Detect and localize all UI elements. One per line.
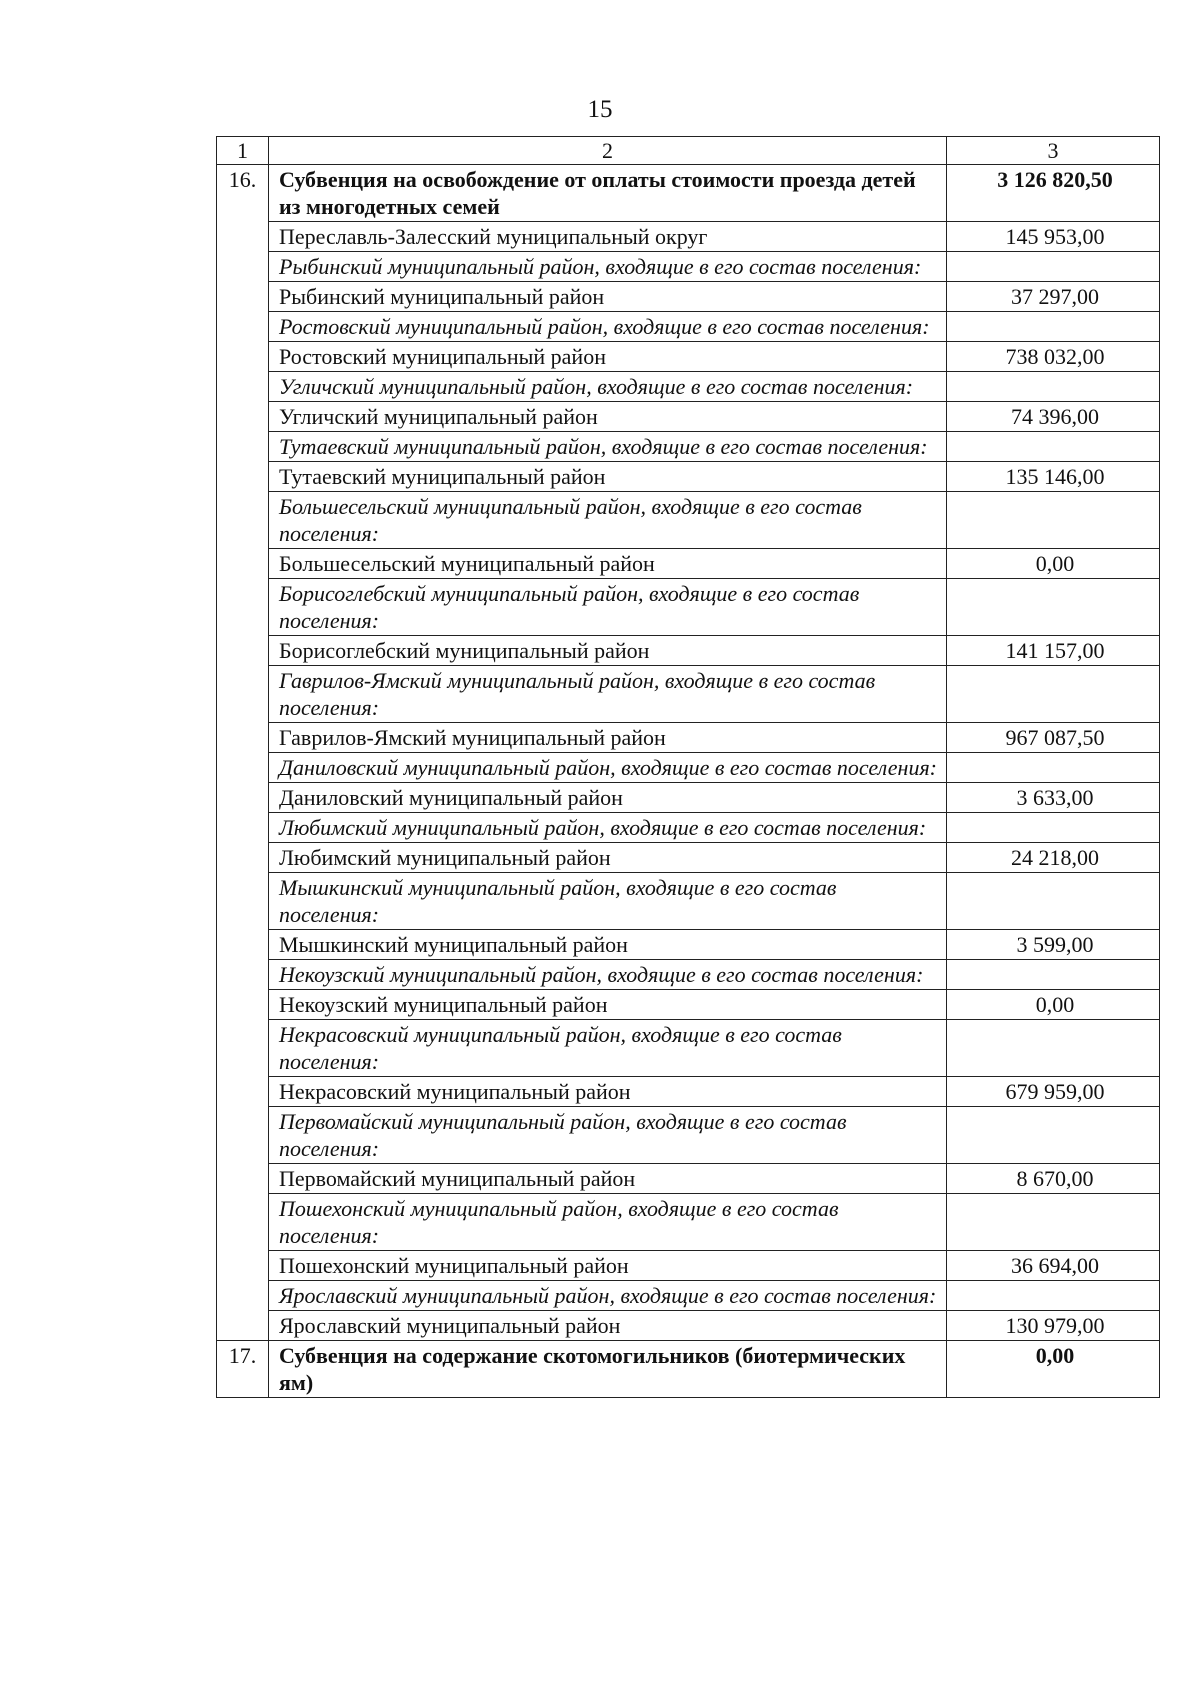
district-amount: 36 694,00 [947,1251,1160,1281]
district-row [217,843,1160,873]
district-row [217,1311,1160,1341]
district-group-row [217,252,1160,282]
district-amount [947,1194,1160,1251]
district-name: Угличский муниципальный район [269,402,947,432]
section-title-row [217,1341,1160,1398]
row-number-cell [217,930,269,960]
district-name: Мышкинский муниципальный район [269,930,947,960]
district-amount [947,579,1160,636]
district-group-row [217,873,1160,930]
district-name: Борисоглебский муниципальный район [269,636,947,666]
district-name: Ростовский муниципальный район [269,342,947,372]
district-row [217,990,1160,1020]
district-name: Большесельский муниципальный район [269,549,947,579]
district-group-row [217,960,1160,990]
district-name: Любимский муниципальный район, входящие в его состав поселения: [269,813,947,843]
district-amount [947,960,1160,990]
district-amount: 967 087,50 [947,723,1160,753]
district-name: Даниловский муниципальный район, входящие в его состав поселения: [269,753,947,783]
district-amount: 0,00 [947,549,1160,579]
district-group-row [217,813,1160,843]
subvention-table [216,136,1160,1398]
district-row [217,1077,1160,1107]
district-group-row [217,372,1160,402]
row-number-cell [217,783,269,813]
district-amount [947,1107,1160,1164]
section-total: 0,00 [947,1341,1160,1398]
district-amount [947,1281,1160,1311]
row-number-cell [217,432,269,462]
district-row [217,636,1160,666]
section-total: 3 126 820,50 [947,165,1160,222]
district-name: Некоузский муниципальный район [269,990,947,1020]
district-row [217,783,1160,813]
district-name: Первомайский муниципальный район [269,1164,947,1194]
district-name: Рыбинский муниципальный район, входящие в его состав поселения: [269,252,947,282]
district-row [217,462,1160,492]
district-group-row [217,753,1160,783]
row-number-cell [217,960,269,990]
district-amount [947,492,1160,549]
district-amount: 74 396,00 [947,402,1160,432]
district-name: Ярославский муниципальный район [269,1311,947,1341]
district-amount [947,432,1160,462]
district-amount [947,813,1160,843]
row-number-cell [217,1020,269,1077]
district-name: Гаврилов-Ямский муниципальный район, входящие в его состав поселения: [269,666,947,723]
district-name: Ростовский муниципальный район, входящие в его состав поселения: [269,312,947,342]
section-title-row [217,165,1160,222]
district-row [217,549,1160,579]
row-number-cell [217,666,269,723]
row-number-cell [217,312,269,342]
district-amount: 0,00 [947,990,1160,1020]
district-amount: 3 633,00 [947,783,1160,813]
row-number-cell [217,372,269,402]
section-number: 16. [217,165,269,222]
district-amount: 3 599,00 [947,930,1160,960]
district-row [217,222,1160,252]
district-name: Первомайский муниципальный район, входящие в его состав поселения: [269,1107,947,1164]
row-number-cell [217,1281,269,1311]
header-col-2: 2 [269,137,947,165]
district-amount: 145 953,00 [947,222,1160,252]
district-amount: 141 157,00 [947,636,1160,666]
district-name: Большесельский муниципальный район, входящие в его состав поселения: [269,492,947,549]
header-col-3: 3 [947,137,1160,165]
district-row [217,342,1160,372]
row-number-cell [217,492,269,549]
district-group-row [217,666,1160,723]
district-name: Даниловский муниципальный район [269,783,947,813]
district-row [217,930,1160,960]
district-amount: 130 979,00 [947,1311,1160,1341]
district-name: Ярославский муниципальный район, входящие в его состав поселения: [269,1281,947,1311]
section-title: Субвенция на освобождение от оплаты стоимости проезда детей из многодетных семей [269,165,947,222]
district-amount [947,372,1160,402]
district-amount: 37 297,00 [947,282,1160,312]
row-number-cell [217,1311,269,1341]
district-group-row [217,312,1160,342]
district-name: Любимский муниципальный район [269,843,947,873]
row-number-cell [217,1077,269,1107]
district-name: Некоузский муниципальный район, входящие в его состав поселения: [269,960,947,990]
district-name: Борисоглебский муниципальный район, входящие в его состав поселения: [269,579,947,636]
district-row [217,1164,1160,1194]
district-name: Рыбинский муниципальный район [269,282,947,312]
district-name: Тутаевский муниципальный район [269,462,947,492]
row-number-cell [217,1164,269,1194]
district-amount [947,312,1160,342]
district-row [217,282,1160,312]
district-group-row [217,1107,1160,1164]
district-amount: 679 959,00 [947,1077,1160,1107]
district-row [217,402,1160,432]
row-number-cell [217,843,269,873]
district-amount: 8 670,00 [947,1164,1160,1194]
district-name: Некрасовский муниципальный район [269,1077,947,1107]
row-number-cell [217,282,269,312]
district-amount [947,753,1160,783]
district-row [217,723,1160,753]
row-number-cell [217,753,269,783]
district-amount: 24 218,00 [947,843,1160,873]
district-group-row [217,1281,1160,1311]
row-number-cell [217,462,269,492]
section-title: Субвенция на содержание скотомогильников (биотермических ям) [269,1341,947,1398]
district-row [217,1251,1160,1281]
section-number: 17. [217,1341,269,1398]
district-name: Переславль-Залесский муниципальный округ [269,222,947,252]
row-number-cell [217,402,269,432]
row-number-cell [217,1194,269,1251]
district-group-row [217,1194,1160,1251]
row-number-cell [217,549,269,579]
district-name: Гаврилов-Ямский муниципальный район [269,723,947,753]
row-number-cell [217,723,269,753]
district-group-row [217,432,1160,462]
table-header-row [217,137,1160,165]
district-amount: 135 146,00 [947,462,1160,492]
header-col-1: 1 [217,137,269,165]
row-number-cell [217,1251,269,1281]
district-name: Пошехонский муниципальный район, входящие в его состав поселения: [269,1194,947,1251]
district-name: Некрасовский муниципальный район, входящие в его состав поселения: [269,1020,947,1077]
district-group-row [217,492,1160,549]
row-number-cell [217,342,269,372]
page-number: 15 [587,96,613,123]
district-group-row [217,579,1160,636]
row-number-cell [217,813,269,843]
district-name: Мышкинский муниципальный район, входящие в его состав поселения: [269,873,947,930]
district-name: Пошехонский муниципальный район [269,1251,947,1281]
district-name: Тутаевский муниципальный район, входящие в его состав поселения: [269,432,947,462]
district-amount: 738 032,00 [947,342,1160,372]
row-number-cell [217,1107,269,1164]
district-amount [947,666,1160,723]
row-number-cell [217,873,269,930]
district-amount [947,873,1160,930]
district-amount [947,252,1160,282]
row-number-cell [217,579,269,636]
district-group-row [217,1020,1160,1077]
district-name: Угличский муниципальный район, входящие в его состав поселения: [269,372,947,402]
row-number-cell [217,222,269,252]
row-number-cell [217,636,269,666]
district-amount [947,1020,1160,1077]
row-number-cell [217,252,269,282]
row-number-cell [217,990,269,1020]
